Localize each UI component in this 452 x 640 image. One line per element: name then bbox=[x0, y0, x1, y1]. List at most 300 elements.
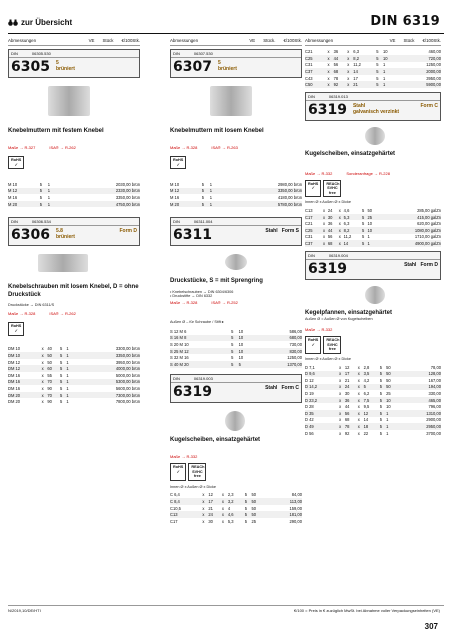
table-cell: 2950,00 bbox=[399, 423, 441, 430]
table-cell: M 10 bbox=[170, 181, 180, 187]
table-cell: 5 bbox=[380, 423, 386, 430]
header-divider bbox=[8, 33, 444, 34]
table-row bbox=[305, 410, 441, 417]
table-cell: 1310,00 bbox=[399, 410, 441, 417]
table-6311 bbox=[170, 328, 302, 368]
table-row bbox=[305, 227, 441, 234]
table-row bbox=[305, 234, 441, 241]
table-cell: 44 bbox=[344, 404, 350, 410]
table-cell: 21 bbox=[208, 505, 213, 511]
product-title: Kugelscheiben, einsatzgehärtet bbox=[170, 436, 261, 443]
table-cell: 1 bbox=[66, 365, 72, 372]
table-row bbox=[305, 207, 441, 214]
table-cell: 1 bbox=[47, 195, 51, 201]
sonder-link[interactable]: Sonderanfrage → R-228 bbox=[346, 170, 390, 176]
table-cell: 4,6 bbox=[228, 511, 245, 518]
table-cell: D 9,6 bbox=[305, 371, 339, 378]
table-cell: 24 bbox=[327, 208, 333, 213]
table-cell: 4,6 bbox=[343, 208, 350, 213]
table-cell: x bbox=[339, 377, 342, 383]
table-cell: 2980,00 brün bbox=[277, 181, 302, 187]
table-cell: 10 bbox=[238, 328, 244, 334]
table-cell: 720,00 bbox=[397, 55, 441, 62]
table-cell: 78 bbox=[345, 423, 358, 430]
table-cell: x bbox=[202, 492, 205, 498]
table-cell: 1370,00 bbox=[253, 361, 302, 368]
table-cell: x bbox=[202, 518, 205, 524]
table-cell: D 56 bbox=[305, 430, 314, 436]
table-row bbox=[305, 397, 441, 404]
table-cell: x bbox=[323, 227, 328, 234]
table-cell: x bbox=[339, 404, 342, 410]
table-cell: x bbox=[339, 371, 345, 378]
table-cell: D 28 bbox=[305, 404, 314, 410]
isa-link[interactable]: ISA® → R-263 bbox=[211, 145, 238, 150]
table-cell: 2900,00 bbox=[426, 417, 441, 423]
table-cell: x bbox=[347, 68, 353, 75]
product-image-6306 bbox=[38, 254, 88, 272]
table-cell: 5 bbox=[40, 201, 48, 208]
table-cell: DM 10 bbox=[8, 352, 42, 359]
table-cell: DM 10 bbox=[8, 346, 21, 352]
table-cell: 10 bbox=[238, 355, 244, 361]
table-cell: DM 16 bbox=[8, 372, 21, 378]
table-cell: x bbox=[358, 397, 364, 404]
table-cell: 5 bbox=[376, 62, 379, 68]
table-cell: 25 bbox=[367, 214, 378, 221]
table-cell: D 12 bbox=[305, 377, 314, 383]
product-image-6307 bbox=[210, 86, 252, 116]
table-cell: 194,00 bbox=[399, 384, 441, 391]
masse-link[interactable]: Maße → R-332 bbox=[170, 454, 198, 460]
isa-link[interactable]: ISA® → R-252 bbox=[211, 299, 238, 305]
table-cell: 44 bbox=[328, 227, 339, 234]
table-row bbox=[8, 188, 140, 195]
table-cell: C43 bbox=[305, 75, 313, 81]
table-cell: DM 20 bbox=[8, 392, 42, 399]
table-cell: 5 bbox=[244, 518, 247, 524]
table-cell: x bbox=[323, 240, 328, 247]
table-cell: 2,8 bbox=[363, 364, 370, 370]
table-row bbox=[8, 194, 140, 201]
table-cell: 680,00 bbox=[253, 335, 302, 342]
table-cell: x bbox=[357, 391, 360, 397]
table-cell: x bbox=[42, 365, 48, 372]
table-cell: 1 bbox=[66, 359, 69, 365]
table-cell: 6,3 bbox=[353, 49, 359, 55]
table-cell: 10 bbox=[239, 348, 254, 355]
table-row bbox=[305, 220, 441, 227]
table-cell: 5 bbox=[39, 195, 43, 201]
table-cell: 3950,00 bbox=[426, 75, 441, 81]
table-cell: x bbox=[357, 364, 360, 370]
table-cell: S 40 M 20 bbox=[170, 361, 231, 368]
table-cell: 5 bbox=[379, 391, 382, 397]
product-image-6319c bbox=[225, 411, 245, 431]
footer-note: €/100 = Preis in € zuzüglich MwSt. bei Abnahme voller Verpackungseinheiten (VE) bbox=[294, 608, 440, 613]
table-cell: 6,2 bbox=[363, 391, 370, 397]
masse-link[interactable]: Maße → R-332 bbox=[305, 327, 333, 333]
table-cell: 3,2 bbox=[228, 498, 245, 505]
product-number: 6306 bbox=[11, 227, 50, 244]
product-number: 6305 bbox=[11, 58, 50, 75]
product-number: 6319 bbox=[173, 383, 212, 400]
table-cell: 5 bbox=[376, 49, 379, 55]
table-cell: 5 bbox=[201, 181, 205, 187]
product-title: Knebelmuttern mit losem Knebel bbox=[170, 127, 264, 134]
table-cell: x bbox=[358, 371, 364, 378]
table-cell: 5 bbox=[379, 417, 382, 423]
table-cell: 5 bbox=[202, 201, 210, 208]
table-cell: 68 bbox=[344, 417, 350, 423]
table-cell: 30 bbox=[208, 518, 213, 524]
table-cell: 30 bbox=[344, 391, 350, 397]
table-cell: 7800,00 brün bbox=[115, 399, 140, 405]
table-cell: 5 bbox=[39, 181, 43, 187]
table-cell: 90 bbox=[47, 399, 52, 405]
table-cell: 12 bbox=[364, 410, 380, 417]
table-cell: 1 bbox=[383, 62, 386, 68]
table-cell: 92 bbox=[344, 430, 350, 436]
table-row bbox=[305, 371, 441, 378]
table-cell: x bbox=[202, 498, 208, 505]
table-cell: 113,00 bbox=[265, 498, 302, 505]
table-cell: x bbox=[347, 75, 350, 81]
table-cell: 5 bbox=[40, 188, 48, 195]
table-row bbox=[305, 417, 441, 424]
masse-link[interactable]: Maße → R-328 bbox=[170, 145, 198, 150]
table-cell: M 16 bbox=[170, 195, 180, 201]
table-cell: D 49 bbox=[305, 423, 339, 430]
table-row bbox=[170, 518, 302, 525]
table-cell: x bbox=[327, 55, 333, 62]
table-row bbox=[305, 62, 441, 69]
table-cell: 9,5 bbox=[363, 404, 370, 410]
table-cell: 5 bbox=[245, 498, 252, 505]
table-cell: 5 bbox=[201, 195, 205, 201]
table-6305 bbox=[8, 181, 140, 207]
table-cell: 11,2 bbox=[343, 234, 352, 240]
column-2: Abmessungen VE Stück. €/100Stk. DIN 06307.530 6307 5 brüniert Knebelmuttern mit losem Knebel Maße → R-328 ISA® → R-263 RoHS ✓ M 10 5 1 2980,00 brün M 12 5 1 3350,00 brün M 16 5 1 4180,00 brün M 20 5 1 5780,00 brün DIN 06311.004 6311 Stahl Form S Druckstücke, S = mit Sprengring • Knebelschrauben → DIN 6304/6306 • Druckstifte → DIN 6332 Maße → R-328 ISA® → R-252 Außen Ø – für Schraube / Stift ▸ S 12 M 6 5 10 586,00 S 16 M 8 5 10 680,00 S 20 M 10 5 10 730,00 S 25 M 12 5 10 830,00 S 32 M 16 5 10 1250,00 S 40 M 20 5 5 1370,00 DIN 06319.003 6319 Stahl Form C Kugelscheiben, einsatzgehärtet Maße → R-332 RoHS ✓ REACh SVHC free Innen Ø x Außen Ø x Dicke C 6,4 x 12 x 2,3 5 50 84,00 C 8,4 x 17 x 3,2 5 50 113,00 C10,5 x 21 x 4 5 50 159,00 C13 x 24 x 4,6 5 50 181,00 C17 x 30 x 5,3 5 25 290,00 bbox=[170, 38, 302, 524]
table-cell: 21 bbox=[344, 377, 350, 383]
product-number: 6311 bbox=[173, 227, 212, 244]
table-cell: 3,5 bbox=[364, 371, 380, 378]
product-box-6319d: DIN 06319.004 6319 Stahl Form D bbox=[305, 251, 441, 280]
table-cell: 70 bbox=[47, 392, 60, 399]
table-cell: 5 bbox=[60, 365, 66, 372]
table-cell: 55 bbox=[47, 372, 52, 378]
table-cell: M 10 bbox=[8, 181, 18, 187]
table-cell: 92 bbox=[334, 81, 348, 88]
table-cell: 290,00 bbox=[289, 518, 302, 524]
table-cell: 5 bbox=[239, 361, 254, 368]
table-cell: 460,00 bbox=[428, 49, 441, 55]
masse-link[interactable]: Maße → R-328 bbox=[8, 311, 36, 317]
table-row bbox=[8, 181, 140, 188]
table-cell: 5 bbox=[376, 55, 383, 62]
table-6319c-large bbox=[305, 49, 441, 89]
table-cell: 10 bbox=[386, 404, 391, 410]
table-cell: 25 bbox=[386, 391, 391, 397]
table-6319c bbox=[170, 492, 302, 525]
rohs-badge: RoHS ✓ bbox=[8, 156, 24, 169]
table-row bbox=[170, 361, 302, 368]
table-6306 bbox=[8, 346, 140, 405]
table-cell: 5,3 bbox=[227, 518, 234, 524]
table-cell: 21 bbox=[353, 81, 376, 88]
table-cell: C 8,4 bbox=[170, 498, 202, 505]
table-cell: 2,3 bbox=[227, 492, 234, 498]
table-cell: x bbox=[327, 49, 330, 55]
table-cell: 5 bbox=[362, 221, 365, 227]
table-cell: x bbox=[42, 352, 48, 359]
table-cell: x bbox=[358, 384, 364, 391]
table-cell: 5000,00 brün bbox=[115, 372, 140, 378]
table-cell: 3700,00 bbox=[426, 430, 441, 436]
table-cell: 5 bbox=[362, 234, 365, 240]
table-row bbox=[8, 398, 140, 405]
table-cell: 36 bbox=[333, 49, 339, 55]
table-cell: x bbox=[347, 81, 353, 88]
reach-badge: REACh SVHC free bbox=[323, 336, 341, 354]
table-cell: 12 bbox=[208, 492, 213, 498]
table-cell: 4900,00 galZn bbox=[378, 240, 441, 247]
table-cell: x bbox=[338, 221, 341, 227]
table-cell: 285,00 galZn bbox=[417, 208, 441, 213]
table-cell: 78,00 bbox=[430, 364, 441, 370]
page-title: DIN 6319 bbox=[370, 14, 440, 29]
table-row bbox=[305, 364, 441, 371]
table-cell: x bbox=[347, 62, 350, 68]
table-cell: 8,2 bbox=[353, 55, 376, 62]
table-cell: 5 bbox=[231, 348, 238, 355]
table-cell: 5 bbox=[379, 430, 382, 436]
table-cell: 24 bbox=[208, 511, 221, 518]
isa-link[interactable]: ISA® → R-262 bbox=[49, 145, 76, 150]
table-cell: 18 bbox=[364, 423, 380, 430]
table-cell: 3350,00 brün bbox=[218, 188, 302, 195]
table-cell: 5 bbox=[244, 492, 247, 498]
table-cell: D 42 bbox=[305, 417, 314, 423]
product-title: Druckstücke, S = mit Sprengring bbox=[170, 278, 263, 285]
table-cell: 1 bbox=[210, 201, 218, 208]
table-cell: 50 bbox=[251, 498, 264, 505]
table-row bbox=[170, 505, 302, 512]
reach-badge: REACh SVHC free bbox=[323, 180, 341, 198]
table-cell: 5 bbox=[60, 372, 63, 378]
table-cell: 5 bbox=[231, 361, 238, 368]
table-cell: 7300,00 brün bbox=[73, 392, 140, 399]
product-title: Kegelpfannen, einsatzgehärtet bbox=[305, 309, 393, 316]
masse-link[interactable]: Maße → R-332 bbox=[305, 170, 333, 176]
table-row bbox=[8, 385, 140, 392]
masse-link[interactable]: Maße → R-328 bbox=[170, 299, 198, 305]
table-row bbox=[8, 392, 140, 399]
table-cell: x bbox=[357, 430, 360, 436]
table-cell: 3350,00 brün bbox=[73, 352, 140, 359]
table-cell: x bbox=[358, 423, 364, 430]
table-row bbox=[305, 75, 441, 82]
table-cell: 330,00 bbox=[428, 391, 441, 397]
table-cell: 796,00 bbox=[428, 404, 441, 410]
rohs-badge: RoHS ✓ bbox=[305, 180, 321, 198]
table-cell: x bbox=[322, 208, 326, 213]
table-cell: 1080,00 galZn bbox=[378, 227, 441, 234]
product-image-6319d bbox=[365, 286, 385, 304]
table-cell: x bbox=[42, 392, 48, 399]
table-cell: 1 bbox=[48, 188, 56, 195]
table-cell: 1 bbox=[383, 75, 386, 81]
table-cell: x bbox=[41, 346, 44, 352]
back-label: zur Übersicht bbox=[21, 18, 73, 27]
column-1: Abmessungen VE Stück €/100Stk. DIN 06305.530 6305 5 brüniert Knebelmuttern mit festem Knebel Maße → R-327 ISA® → R-262 RoHS ✓ M 10 5 1 2030,00 brün M 12 5 1 2330,00 brün M 16 5 1 3350,00 brün M 20 5 1 4750,00 brün DIN 06306.534 6306 5.8 brüniert Form D Knebelschrauben mit losem Knebel, D = ohne Druckstück Druckstücke → DIN 6311/S Maße → R-328 ISA® → R-262 RoHS ✓ DM 10 x 40 5 1 3300,00 brün DM 10 x 50 5 1 3350,00 brün DM 12 x 50 5 1 3950,00 brün DM 12 x 60 5 1 4000,00 brün DM 16 x 55 5 1 5000,00 brün DM 16 x 70 5 1 5300,00 brün DM 16 x 90 5 1 5600,00 brün DM 20 x 70 5 1 7300,00 brün DM 20 x 90 5 1 7800,00 brün bbox=[8, 38, 140, 405]
table-row bbox=[170, 498, 302, 505]
table-cell: x bbox=[338, 208, 341, 213]
table-row bbox=[305, 430, 441, 437]
table-cell: 50 bbox=[386, 384, 399, 391]
table-cell: 5 bbox=[60, 352, 66, 359]
table-cell: C17 bbox=[305, 214, 323, 221]
product-box-6311: DIN 06311.004 6311 Stahl Form S bbox=[170, 217, 302, 246]
table-cell: 5 bbox=[364, 384, 380, 391]
table-cell: 60 bbox=[47, 365, 60, 372]
table-cell: 5 bbox=[362, 227, 367, 234]
table-cell: 56 bbox=[345, 410, 358, 417]
table-row bbox=[8, 359, 140, 366]
table-cell: C37 bbox=[305, 240, 323, 247]
table-row bbox=[305, 423, 441, 430]
table-cell: x bbox=[327, 75, 330, 81]
table-cell: 50 bbox=[386, 364, 391, 370]
table-cell: x bbox=[41, 399, 44, 405]
table-cell: x bbox=[339, 364, 342, 370]
table-cell: D 19 bbox=[305, 391, 314, 397]
product-image-6311 bbox=[225, 254, 247, 270]
table-cell: x bbox=[339, 397, 345, 404]
table-cell: 5 bbox=[362, 208, 365, 213]
table-cell: 40 bbox=[47, 346, 52, 352]
table-cell: 1 bbox=[66, 399, 69, 405]
table-cell: C10,5 bbox=[170, 505, 181, 511]
isa-link[interactable]: ISA® → R-262 bbox=[49, 311, 76, 317]
table-cell: 730,00 bbox=[289, 341, 302, 347]
table-row bbox=[305, 49, 441, 56]
table-cell: M 12 bbox=[170, 188, 202, 195]
table-cell: 36 bbox=[327, 221, 333, 227]
table-cell: 44 bbox=[334, 55, 348, 62]
table-cell: 6,3 bbox=[343, 221, 350, 227]
table-6307 bbox=[170, 181, 302, 207]
table-cell: C13 bbox=[170, 511, 202, 518]
table-cell: x bbox=[221, 505, 224, 511]
footer-divider bbox=[8, 605, 444, 606]
table-cell: x bbox=[202, 511, 208, 518]
table-cell: x bbox=[339, 391, 342, 397]
table-row bbox=[8, 379, 140, 386]
table-row bbox=[8, 201, 140, 208]
table-cell: C21 bbox=[305, 49, 313, 55]
table-cell: 5 bbox=[376, 81, 383, 88]
table-cell: 50 bbox=[251, 511, 264, 518]
table-cell: 10 bbox=[386, 397, 399, 404]
table-cell: 3300,00 brün bbox=[115, 346, 140, 352]
table-cell: 10 bbox=[367, 227, 378, 234]
table-cell: 1 bbox=[66, 392, 72, 399]
table-cell: x bbox=[202, 505, 205, 511]
product-box-6319c: DIN 06319.003 6319 Stahl Form C bbox=[170, 374, 302, 403]
table-cell: x bbox=[339, 417, 342, 423]
table-cell: 5 bbox=[244, 505, 247, 511]
table-cell: DM 12 bbox=[8, 365, 42, 372]
table-cell: x bbox=[357, 404, 360, 410]
table-cell: x bbox=[339, 410, 345, 417]
table-cell: S 12 M 6 bbox=[170, 328, 187, 334]
table-cell: x bbox=[327, 68, 333, 75]
table-cell: DM 12 bbox=[8, 359, 21, 365]
table-cell: 1 bbox=[386, 430, 389, 436]
product-image-6305 bbox=[48, 86, 90, 116]
table-cell: 415,00 galZn bbox=[378, 214, 441, 221]
table-cell: 4 bbox=[227, 505, 231, 511]
table-cell: 56 bbox=[333, 62, 339, 68]
table-cell: x bbox=[322, 221, 326, 227]
table-row bbox=[305, 81, 441, 88]
table-cell: 5 bbox=[202, 188, 210, 195]
reach-badge: REACh SVHC free bbox=[188, 463, 206, 481]
table-cell: x bbox=[221, 492, 224, 498]
table-cell: C37 bbox=[305, 68, 327, 75]
table-cell: 5 bbox=[231, 341, 234, 347]
table-cell: 10 bbox=[383, 49, 388, 55]
table-row bbox=[170, 188, 302, 195]
table-cell: C50 bbox=[305, 81, 327, 88]
rohs-badge: RoHS ✓ bbox=[8, 322, 24, 335]
table-6319d bbox=[305, 364, 441, 437]
table-cell: C31 bbox=[305, 62, 313, 68]
table-cell: 5 bbox=[380, 371, 386, 378]
table-cell: 5 bbox=[231, 355, 234, 361]
table-cell: D 35 bbox=[305, 410, 339, 417]
table-row bbox=[305, 384, 441, 391]
table-cell: 5 bbox=[60, 359, 63, 365]
table-row bbox=[170, 181, 302, 188]
table-cell: 50 bbox=[251, 505, 257, 511]
table-cell: 1 bbox=[367, 234, 370, 240]
rohs-badge: RoHS ✓ bbox=[305, 336, 321, 354]
masse-link[interactable]: Maße → R-327 bbox=[8, 145, 36, 150]
table-cell: 22 bbox=[363, 430, 369, 436]
table-cell: D 14,2 bbox=[305, 384, 339, 391]
table-cell: x bbox=[41, 359, 44, 365]
table-cell: D 23,2 bbox=[305, 397, 339, 404]
column-3: Abmessungen VE Stück €/100Stk. C21 x 36 x 6,3 5 10 460,00 C25 x 44 x 8,2 5 10 720,00 C31 x 56 x 11,2 5 1 1250,00 C37 x 68 x 14 5 1 2000,00 C43 x 78 x 17 5 1 3950,00 C50 x 92 x 21 5 1 5900,00 DIN 06319.013 6319 Stahl Form C galvanisch verzinkt Kugelscheiben, einsatzgehärtet Maße → R-332 Sonderanfrage → R-228 RoHS ✓ REACh SVHC free Innen Ø x Außen Ø x Dicke C13 x 24 x 4,6 5 50 285,00 galZn C17 x 30 x 5,3 5 25 415,00 galZn C21 x 36 x 6,3 5 10 620,00 galZn C25 x 44 x 8,2 5 10 1080,00 galZn C31 x 56 x 11,2 5 1 1710,00 galZn C37 x 68 x 14 5 1 4900,00 galZn DIN 06319.004 6319 Stahl Form D Kegelpfannen, einsatzgehärtet Außen Ø = Außen Ø von Kugelscheiben Maße → R-332 RoHS ✓ REACh SVHC free Innen Ø x Außen Ø x Dicke D 7,1 x 12 x 2,8 5 50 78,00 D 9,6 x 17 x 3,5 5 50 128,00 D 12 x 21 x 4,2 5 50 167,00 D 14,2 x 24 x 5 5 50 194,00 D 19 x 30 x 6,2 5 25 330,00 D 23,2 x 36 x 7,5 5 10 465,00 D 28 x 44 x 9,5 5 10 796,00 D 35 x 56 x 12 5 1 1310,00 D 42 x 68 x 14 5 1 2900,00 D 49 x 78 x 18 5 1 2950,00 D 56 x 92 x 22 5 1 3700,00 bbox=[305, 38, 441, 436]
table-cell: 5 bbox=[231, 335, 238, 342]
table-cell: S 32 M 16 bbox=[170, 355, 189, 361]
back-to-overview-link[interactable] bbox=[8, 18, 72, 27]
table-cell: 128,00 bbox=[399, 371, 441, 378]
table-cell: 1 bbox=[209, 181, 213, 187]
product-number: 6319 bbox=[308, 102, 347, 119]
table-cell: x bbox=[339, 214, 344, 221]
rohs-badge: RoHS ✓ bbox=[170, 156, 186, 169]
table-cell: 7,5 bbox=[364, 397, 380, 404]
table-cell: C 6,4 bbox=[170, 492, 180, 498]
table-cell: 1 bbox=[386, 423, 399, 430]
table-cell: 10 bbox=[367, 221, 373, 227]
table-cell: S 20 M 10 bbox=[170, 341, 189, 347]
table-cell: 4750,00 brün bbox=[56, 201, 140, 208]
table-cell: M 16 bbox=[8, 195, 18, 201]
